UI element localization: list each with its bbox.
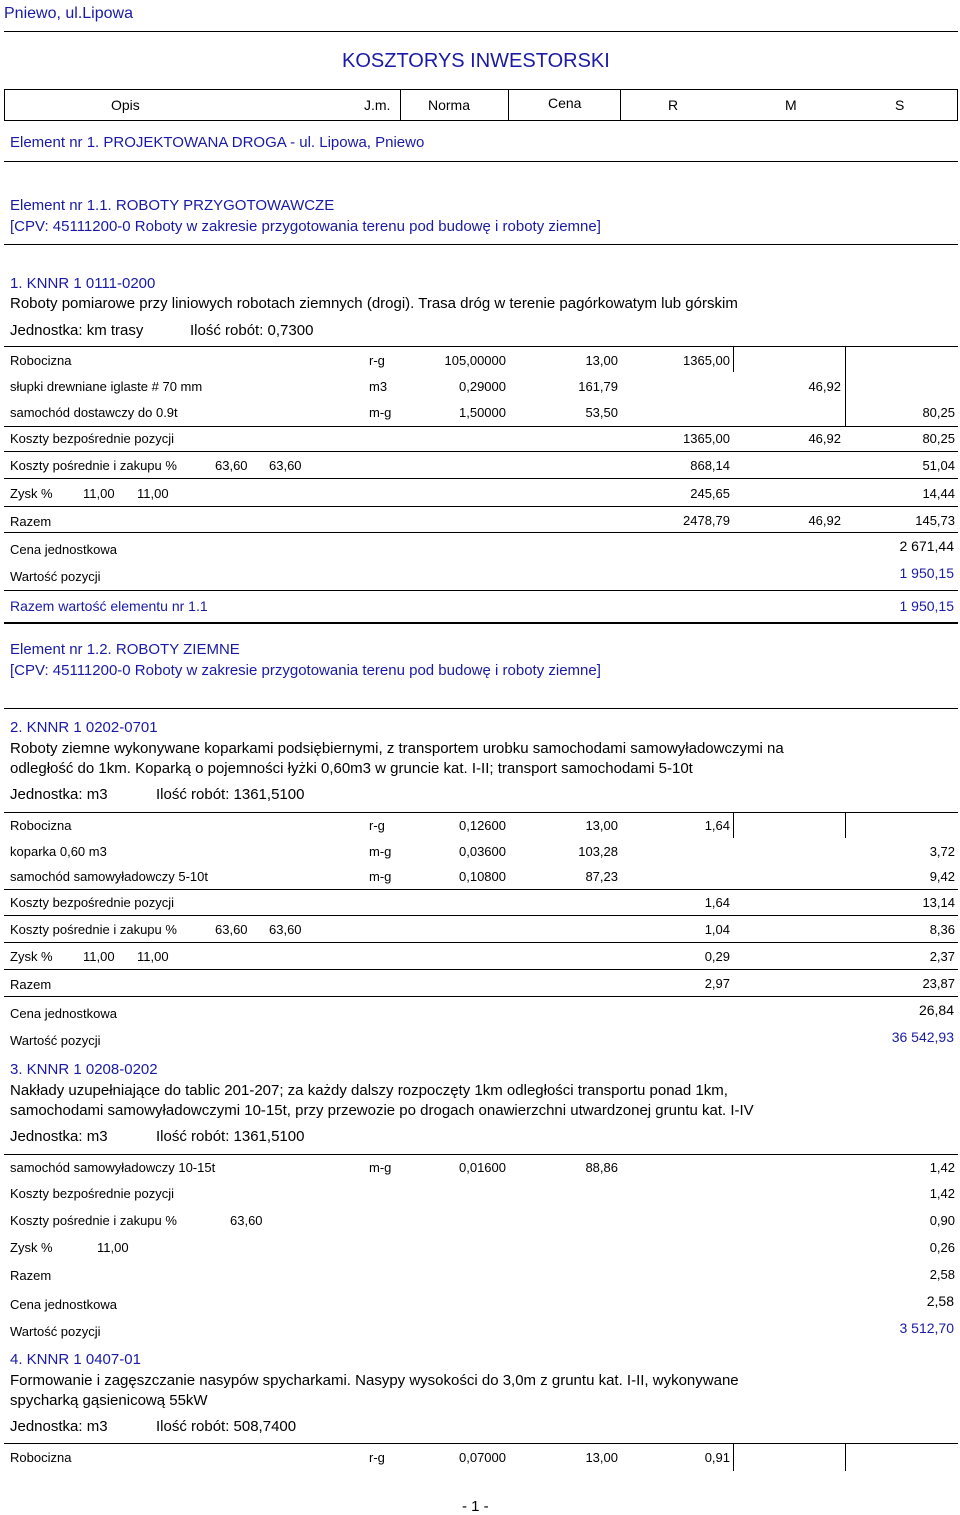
pos3-sum-label: Razem bbox=[10, 1268, 52, 1283]
pos2-indirect-p1: 63,60 bbox=[215, 922, 248, 937]
pos2-indirect-r: 1,04 bbox=[704, 922, 730, 937]
pos1-row-name: słupki drewniane iglaste # 70 mm bbox=[10, 379, 203, 394]
element-1-title: Element nr 1. PROJEKTOWANA DROGA - ul. Lipowa, Pniewo bbox=[10, 134, 425, 151]
pos1-unit: Jednostka: km trasy bbox=[10, 322, 144, 339]
pos3-row-name: samochód samowyładowczy 10-15t bbox=[10, 1160, 216, 1175]
element-1-1-title: Element nr 1.1. ROBOTY PRZYGOTOWAWCZE bbox=[10, 197, 335, 214]
pos3-row-jm: m-g bbox=[369, 1160, 392, 1175]
pos3-indirect-label: Koszty pośrednie i zakupu % bbox=[10, 1213, 177, 1228]
pos2-profit-p1: 11,00 bbox=[83, 949, 115, 964]
pos3-value: 3 512,70 bbox=[899, 1320, 954, 1336]
pos2-row-jm: m-g bbox=[369, 869, 392, 884]
pos2-row-cena: 103,28 bbox=[578, 844, 618, 859]
pos1-profit-r: 245,65 bbox=[690, 486, 730, 501]
pos1-indirect-p1: 63,60 bbox=[215, 458, 248, 473]
pos2-sum-label: Razem bbox=[10, 977, 52, 992]
pos2-row-r: 1,64 bbox=[704, 818, 730, 833]
col-jm: J.m. bbox=[364, 97, 391, 113]
col-cena: Cena bbox=[548, 95, 582, 111]
pos3-quantity: Ilość robót: 1361,5100 bbox=[156, 1128, 305, 1145]
pos1-indirect-r: 868,14 bbox=[690, 458, 730, 473]
pos1-row-jm: m3 bbox=[369, 379, 388, 394]
pos1-indirect-p2: 63,60 bbox=[269, 458, 302, 473]
element-1-2-cpv: [CPV: 45111200-0 Roboty w zakresie przygotowania terenu pod budowę i roboty ziemne] bbox=[10, 662, 601, 679]
pos2-row-jm: m-g bbox=[369, 844, 392, 859]
pos2-row-cena: 13,00 bbox=[585, 818, 618, 833]
pos1-description: Roboty pomiarowe przy liniowych robotach ziemnych (drogi). Trasa dróg w terenie pagórkowatym lub górskim bbox=[10, 295, 738, 312]
pos1-row-s: 80,25 bbox=[922, 405, 955, 420]
pos1-indirect-s: 51,04 bbox=[922, 458, 955, 473]
pos2-description-line1: Roboty ziemne wykonywane koparkami podsiębiernymi, z transportem urobku samochodami samowyładowczymi na bbox=[10, 740, 784, 757]
pos3-profit-label: Zysk % bbox=[10, 1240, 53, 1255]
pos2-row-norma: 0,03600 bbox=[459, 844, 506, 859]
pos3-row-norma: 0,01600 bbox=[459, 1160, 506, 1175]
pos1-sum-label: Razem bbox=[10, 514, 52, 529]
pos1-row-norma: 1,50000 bbox=[459, 405, 506, 420]
col-norma: Norma bbox=[428, 97, 471, 113]
pos4-row-r: 0,91 bbox=[704, 1450, 730, 1465]
pos1-profit-label: Zysk % bbox=[10, 486, 53, 501]
pos2-indirect-s: 8,36 bbox=[929, 922, 955, 937]
pos3-unit: Jednostka: m3 bbox=[10, 1128, 108, 1145]
pos1-direct-label: Koszty bezpośrednie pozycji bbox=[10, 431, 175, 446]
pos4-unit: Jednostka: m3 bbox=[10, 1418, 108, 1435]
pos1-row-name: samochód dostawczy do 0.9t bbox=[10, 405, 178, 420]
pos2-row-cena: 87,23 bbox=[585, 869, 618, 884]
pos1-row-cena: 53,50 bbox=[585, 405, 618, 420]
pos1-row-jm: m-g bbox=[369, 405, 392, 420]
col-opis: Opis bbox=[111, 97, 140, 113]
pos3-code: 3. KNNR 1 0208-0202 bbox=[10, 1061, 158, 1078]
pos1-quantity: Ilość robót: 0,7300 bbox=[190, 322, 314, 339]
pos1-sum-m: 46,92 bbox=[808, 513, 841, 528]
pos3-direct-label: Koszty bezpośrednie pozycji bbox=[10, 1186, 175, 1201]
pos1-row-cena: 13,00 bbox=[585, 353, 618, 368]
pos1-sum-r: 2478,79 bbox=[683, 513, 730, 528]
pos1-row-norma: 0,29000 bbox=[459, 379, 506, 394]
pos4-description-line1: Formowanie i zagęszczanie nasypów spycharkami. Nasypy wysokości do 3,0m z gruntu kat. I-II, wykonywane bbox=[10, 1372, 739, 1389]
col-r: R bbox=[668, 97, 679, 113]
pos4-row-name: Robocizna bbox=[10, 1450, 72, 1465]
col-m: M bbox=[785, 97, 797, 113]
pos3-indirect-p1: 63,60 bbox=[230, 1213, 263, 1228]
pos3-profit-p1: 11,00 bbox=[97, 1240, 129, 1255]
pos3-unit-price: 2,58 bbox=[926, 1293, 954, 1309]
pos2-row-norma: 0,12600 bbox=[459, 818, 506, 833]
location-title: Pniewo, ul.Lipowa bbox=[4, 5, 133, 22]
pos2-unit: Jednostka: m3 bbox=[10, 786, 108, 803]
pos3-description-line2: samochodami samowyładowczymi 10-15t, przy przewozie po drogach onawierzchni utwardzonej gruntu kat. I-IV bbox=[10, 1102, 754, 1119]
element-1-2-title: Element nr 1.2. ROBOTY ZIEMNE bbox=[10, 641, 240, 658]
pos2-row-s: 9,42 bbox=[929, 869, 955, 884]
pos1-row-cena: 161,79 bbox=[578, 379, 618, 394]
pos2-direct-s: 13,14 bbox=[922, 895, 955, 910]
pos1-direct-s: 80,25 bbox=[922, 431, 955, 446]
element-1-1-total: 1 950,15 bbox=[899, 598, 954, 614]
col-s: S bbox=[895, 97, 905, 113]
pos4-code: 4. KNNR 1 0407-01 bbox=[10, 1351, 141, 1368]
pos1-value: 1 950,15 bbox=[899, 565, 954, 581]
pos1-direct-r: 1365,00 bbox=[683, 431, 730, 446]
pos1-value-label: Wartość pozycji bbox=[10, 569, 101, 584]
pos1-row-norma: 105,00000 bbox=[444, 353, 506, 368]
pos2-row-norma: 0,10800 bbox=[459, 869, 506, 884]
pos2-value-label: Wartość pozycji bbox=[10, 1033, 101, 1048]
pos2-direct-label: Koszty bezpośrednie pozycji bbox=[10, 895, 175, 910]
pos4-row-jm: r-g bbox=[369, 1450, 385, 1465]
pos1-row-name: Robocizna bbox=[10, 353, 72, 368]
pos2-code: 2. KNNR 1 0202-0701 bbox=[10, 719, 158, 736]
pos2-value: 36 542,93 bbox=[891, 1029, 954, 1045]
pos2-sum-r: 2,97 bbox=[704, 976, 730, 991]
pos1-code: 1. KNNR 1 0111-0200 bbox=[10, 275, 156, 292]
pos3-unit-price-label: Cena jednostkowa bbox=[10, 1297, 117, 1312]
element-1-1-total-label: Razem wartość elementu nr 1.1 bbox=[10, 598, 208, 614]
pos2-indirect-label: Koszty pośrednie i zakupu % bbox=[10, 922, 177, 937]
pos1-row-r: 1365,00 bbox=[683, 353, 730, 368]
pos1-profit-p2: 11,00 bbox=[137, 486, 169, 501]
pos3-indirect-s: 0,90 bbox=[929, 1213, 955, 1228]
pos3-value-label: Wartość pozycji bbox=[10, 1324, 101, 1339]
pos2-row-name: Robocizna bbox=[10, 818, 72, 833]
pos4-quantity: Ilość robót: 508,7400 bbox=[156, 1418, 297, 1435]
pos2-quantity: Ilość robót: 1361,5100 bbox=[156, 786, 305, 803]
pos3-profit-s: 0,26 bbox=[929, 1240, 955, 1255]
pos2-row-name: samochód samowyładowczy 5-10t bbox=[10, 869, 208, 884]
pos1-row-m: 46,92 bbox=[808, 379, 841, 394]
pos2-indirect-p2: 63,60 bbox=[269, 922, 302, 937]
pos2-description-line2: odległość do 1km. Koparką o pojemności łyżki 0,60m3 w gruncie kat. I-II; transport samochodami 5-10t bbox=[10, 760, 693, 777]
pos2-profit-s: 2,37 bbox=[929, 949, 955, 964]
pos2-profit-r: 0,29 bbox=[704, 949, 730, 964]
pos3-row-s: 1,42 bbox=[929, 1160, 955, 1175]
pos3-direct-s: 1,42 bbox=[929, 1186, 955, 1201]
pos2-profit-label: Zysk % bbox=[10, 949, 53, 964]
page-title: KOSZTORYS INWESTORSKI bbox=[342, 50, 610, 72]
pos3-row-cena: 88,86 bbox=[585, 1160, 618, 1175]
pos2-unit-price: 26,84 bbox=[918, 1002, 954, 1018]
pos2-unit-price-label: Cena jednostkowa bbox=[10, 1006, 117, 1021]
pos1-indirect-label: Koszty pośrednie i zakupu % bbox=[10, 458, 177, 473]
element-1-1-cpv: [CPV: 45111200-0 Roboty w zakresie przygotowania terenu pod budowę i roboty ziemne] bbox=[10, 218, 601, 235]
page-number: - 1 - bbox=[462, 1498, 489, 1515]
pos1-unit-price: 2 671,44 bbox=[899, 538, 954, 554]
pos4-row-norma: 0,07000 bbox=[459, 1450, 506, 1465]
pos2-profit-p2: 11,00 bbox=[137, 949, 169, 964]
pos1-profit-p1: 11,00 bbox=[83, 486, 115, 501]
pos2-row-name: koparka 0,60 m3 bbox=[10, 844, 107, 859]
pos2-direct-r: 1,64 bbox=[704, 895, 730, 910]
pos1-row-jm: r-g bbox=[369, 353, 385, 368]
pos1-sum-s: 145,73 bbox=[915, 513, 955, 528]
pos1-direct-m: 46,92 bbox=[808, 431, 841, 446]
pos4-description-line2: spycharką gąsienicową 55kW bbox=[10, 1392, 208, 1409]
pos1-unit-price-label: Cena jednostkowa bbox=[10, 542, 117, 557]
pos4-row-cena: 13,00 bbox=[585, 1450, 618, 1465]
pos2-row-jm: r-g bbox=[369, 818, 385, 833]
pos3-description-line1: Nakłady uzupełniające do tablic 201-207; za każdy dalszy rozpoczęty 1km odległości transportu ponad 1km, bbox=[10, 1082, 728, 1099]
pos3-sum-s: 2,58 bbox=[929, 1267, 955, 1282]
pos1-profit-s: 14,44 bbox=[922, 486, 955, 501]
pos2-row-s: 3,72 bbox=[929, 844, 955, 859]
pos2-sum-s: 23,87 bbox=[922, 976, 955, 991]
